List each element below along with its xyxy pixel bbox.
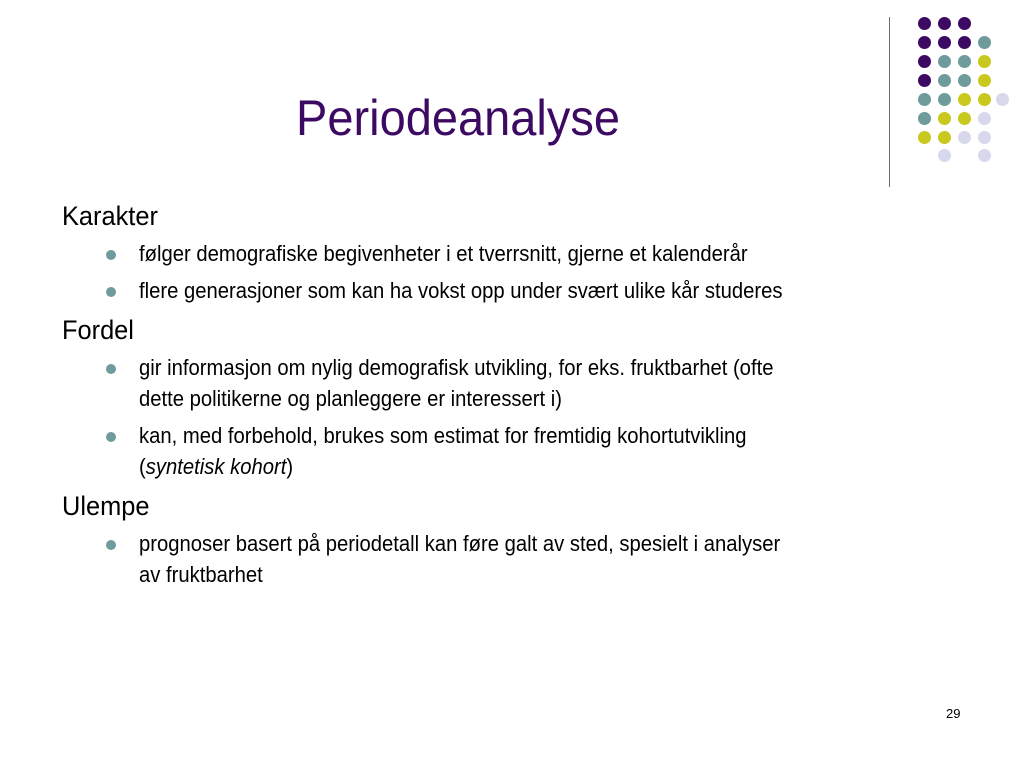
decorative-dot (938, 55, 951, 68)
decorative-dot (978, 74, 991, 87)
decorative-dot (958, 55, 971, 68)
bullet-item (62, 420, 972, 482)
bullet-text: prognoser basert på periodetall kan føre galt av sted, spesielt i analyser av fruktbarhet (139, 531, 781, 587)
bullet-dot-icon (106, 540, 116, 550)
decorative-dot (958, 17, 971, 30)
decorative-dot (918, 112, 931, 125)
section-karakter (62, 198, 972, 306)
slide-title: Periodeanalyse (296, 90, 621, 146)
bullet-dot-icon (106, 432, 116, 442)
decorative-dot (958, 93, 971, 106)
section-fordel (62, 312, 972, 482)
decorative-dot (918, 131, 931, 144)
decorative-dot (958, 131, 971, 144)
decorative-dot (938, 74, 951, 87)
section-heading: Ulempe (62, 491, 150, 521)
section-heading: Fordel (62, 315, 134, 345)
bullet-dot-icon (106, 364, 116, 374)
decorative-divider (889, 17, 890, 187)
bullet-text: gir informasjon om nylig demografisk utvikling, for eks. fruktbarhet (ofte dette politikerne og planleggere er interessert i) (139, 355, 774, 411)
decorative-dot (918, 55, 931, 68)
bullet-item (62, 275, 972, 306)
slide-body (62, 198, 972, 596)
decorative-dot (978, 93, 991, 106)
section-ulempe (62, 488, 972, 590)
decorative-dot (958, 36, 971, 49)
decorative-dot (958, 112, 971, 125)
decorative-dot (978, 112, 991, 125)
decorative-dot (938, 112, 951, 125)
italic-term: syntetisk kohort (145, 454, 287, 479)
bullet-text: følger demografiske begivenheter i et tverrsnitt, gjerne et kalenderår (139, 241, 748, 266)
decorative-dot (938, 36, 951, 49)
decorative-dot (996, 93, 1009, 106)
bullet-item (62, 352, 972, 414)
decorative-dot (938, 149, 951, 162)
bullet-item (62, 238, 972, 269)
decorative-dot (938, 17, 951, 30)
decorative-dot (978, 36, 991, 49)
decorative-dot (918, 17, 931, 30)
decorative-dot (978, 131, 991, 144)
decorative-dot (958, 74, 971, 87)
bullet-dot-icon (106, 250, 116, 260)
bullet-dot-icon (106, 287, 116, 297)
decorative-dot (918, 74, 931, 87)
bullet-text: kan, med forbehold, brukes som estimat for fremtidig kohortutvikling (syntetisk kohort) (139, 423, 747, 479)
decorative-dot (938, 93, 951, 106)
bullet-text: flere generasjoner som kan ha vokst opp under svært ulike kår studeres (139, 278, 783, 303)
section-heading: Karakter (62, 201, 158, 231)
bullet-item (62, 528, 972, 590)
decorative-dot (918, 93, 931, 106)
decorative-dot (978, 55, 991, 68)
page-number: 29 (946, 706, 961, 721)
decorative-dot (938, 131, 951, 144)
decorative-dot (918, 36, 931, 49)
decorative-dot (978, 149, 991, 162)
